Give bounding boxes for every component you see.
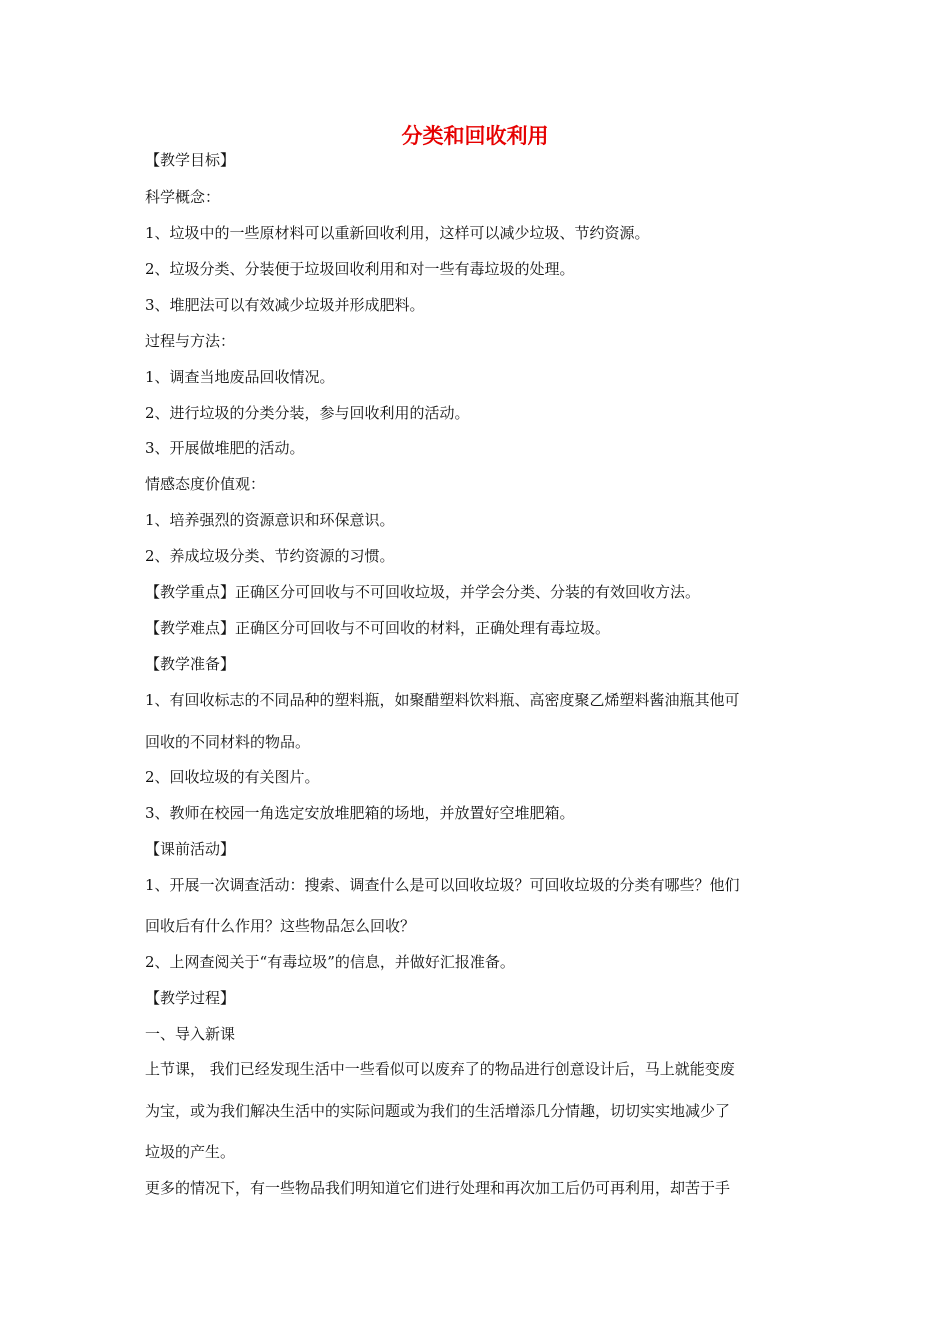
paragraph-line: 2、养成垃圾分类、节约资源的习惯。 (145, 547, 395, 565)
section-heading-pre-class-activity: 【课前活动】 (145, 840, 236, 858)
paragraph-line: 为宝，或为我们解决生活中的实际问题或为我们的生活增添几分情趣，切切实实地减少了 (145, 1102, 731, 1120)
paragraph-line: 2、上网查阅关于“有毒垃圾”的信息，并做好汇报准备。 (145, 953, 515, 971)
section-heading-teaching-process: 【教学过程】 (145, 989, 236, 1007)
subheading-introduction: 一、导入新课 (145, 1025, 236, 1043)
paragraph-line: 2、垃圾分类、分装便于垃圾回收利用和对一些有毒垃圾的处理。 (145, 260, 575, 278)
paragraph-line: 上节课， 我们已经发现生活中一些看似可以废弃了的物品进行创意设计后，马上就能变废 (145, 1060, 735, 1078)
paragraph-line: 垃圾的产生。 (145, 1143, 236, 1161)
subheading-process-methods: 过程与方法： (145, 332, 236, 350)
paragraph-line: 3、堆肥法可以有效减少垃圾并形成肥料。 (145, 296, 425, 314)
paragraph-line: 3、开展做堆肥的活动。 (145, 439, 305, 457)
section-heading-teaching-goals: 【教学目标】 (145, 151, 236, 169)
paragraph-line: 1、垃圾中的一些原材料可以重新回收利用，这样可以减少垃圾、节约资源。 (145, 224, 650, 242)
paragraph-line: 回收后有什么作用？这些物品怎么回收？ (145, 917, 416, 935)
paragraph-line: 2、进行垃圾的分类分装，参与回收利用的活动。 (145, 404, 470, 422)
paragraph-line: 1、调查当地废品回收情况。 (145, 368, 335, 386)
paragraph-line: 3、教师在校园一角选定安放堆肥箱的场地，并放置好空堆肥箱。 (145, 804, 575, 822)
paragraph-line: 1、开展一次调查活动：搜索、调查什么是可以回收垃圾？可回收垃圾的分类有哪些？他们 (145, 876, 740, 894)
paragraph-line: 2、回收垃圾的有关图片。 (145, 768, 320, 786)
subheading-attitudes-values: 情感态度价值观： (145, 475, 266, 493)
paragraph-line: 1、培养强烈的资源意识和环保意识。 (145, 511, 395, 529)
paragraph-key-points: 【教学重点】正确区分可回收与不可回收垃圾，并学会分类、分装的有效回收方法。 (145, 583, 701, 601)
paragraph-line: 回收的不同材料的物品。 (145, 733, 311, 751)
document-title: 分类和回收利用 (401, 124, 549, 148)
section-heading-preparation: 【教学准备】 (145, 655, 236, 673)
paragraph-difficulties: 【教学难点】正确区分可回收与不可回收的材料，正确处理有毒垃圾。 (145, 619, 611, 637)
paragraph-line: 1、有回收标志的不同品种的塑料瓶，如聚醋塑料饮料瓶、高密度聚乙烯塑料酱油瓶其他可 (145, 691, 740, 709)
subheading-science-concepts: 科学概念： (145, 188, 221, 206)
paragraph-line: 更多的情况下，有一些物品我们明知道它们进行处理和再次加工后仍可再利用，却苦于手 (145, 1179, 731, 1197)
